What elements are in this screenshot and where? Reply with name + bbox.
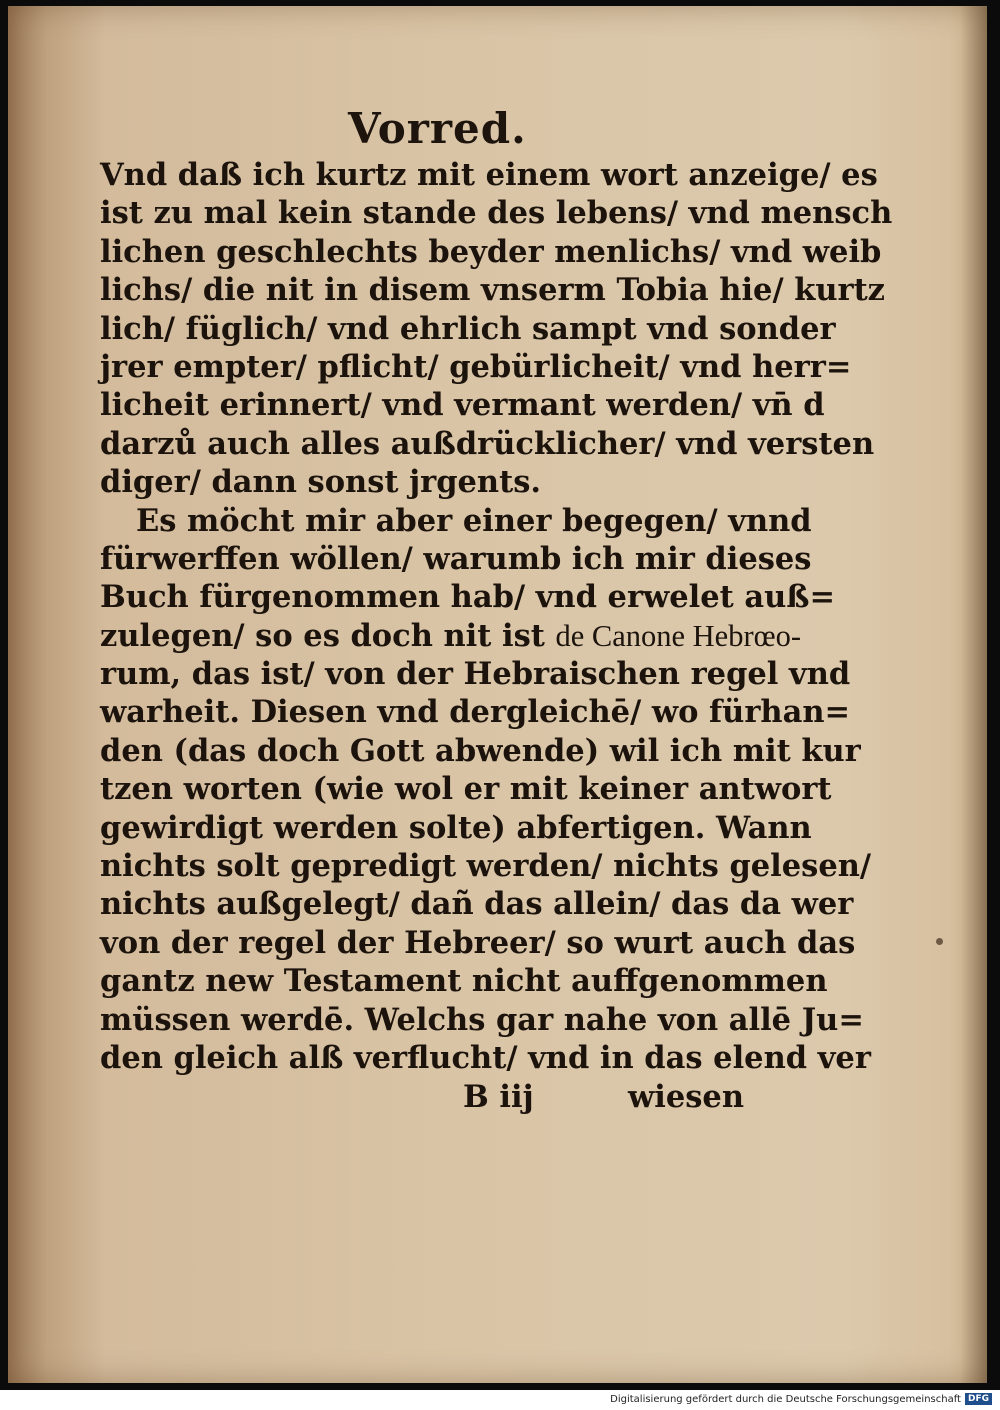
signature-mark: B iij <box>463 1079 534 1115</box>
paper-stain <box>936 938 943 945</box>
page-footer <box>100 1079 750 1119</box>
text-line: rum, das ist/ von der Hebraischen regel vnd <box>100 656 851 693</box>
digitization-credit <box>610 1393 992 1405</box>
text-line: nichts außgelegt/ dañ das allein/ das da wer <box>100 886 854 923</box>
text-line: licheit erinnert/ vnd vermant werden/ vn̄ d <box>100 387 825 424</box>
text-line: warheit. Diesen vnd dergleichē/ wo fürhan= <box>100 694 851 731</box>
latin-phrase: de Canone Hebrœo- <box>555 618 802 653</box>
text-line: ist zu mal kein stande des lebens/ vnd mensch <box>100 195 893 232</box>
text-line: Es möcht mir aber einer begegen/ vnnd <box>136 502 812 539</box>
text-line: lichs/ die nit in disem vnserm Tobia hie/ kurtz <box>100 272 885 309</box>
text-line-with-latin <box>100 617 802 655</box>
text-line: darzů auch alles außdrücklicher/ vnd versten <box>100 425 875 462</box>
dfg-logo-icon: DFG <box>965 1393 992 1405</box>
text-line: den (das doch Gott abwende) wil ich mit kur <box>100 732 861 769</box>
text-line: den gleich alß verflucht/ vnd in das elend ver <box>100 1039 871 1076</box>
text-line: müssen werdē. Welchs gar nahe von allē Ju= <box>100 1001 864 1038</box>
text-line: Vnd daß ich kurtz mit einem wort anzeige/ es <box>100 157 878 193</box>
text-line: gantz new Testament nicht auffgenommen <box>100 963 828 1000</box>
text-line: Buch fürgenommen hab/ vnd erwelet auß= <box>100 579 836 616</box>
text-line: lichen geschlechts beyder menlichs/ vnd weib <box>100 233 882 270</box>
text-line: diger/ dann sonst jrgents. <box>100 464 541 501</box>
credit-text: Digitalisierung gefördert durch die Deutsche Forschungsgemeinschaft <box>610 1393 961 1405</box>
text-line: lich/ füglich/ vnd ehrlich sampt vnd sonder <box>100 310 836 347</box>
text-line: nichts solt gepredigt werden/ nichts gelesen/ <box>100 848 872 885</box>
text-line: jrer empter/ pflicht/ gebürlicheit/ vnd herr= <box>100 348 852 385</box>
text-block <box>100 156 893 1077</box>
running-head: Vorred. <box>348 104 527 153</box>
text-line: gewirdigt werden solte) abfertigen. Wann <box>100 809 812 846</box>
text-line: tzen worten (wie wol er mit keiner antwort <box>100 771 832 808</box>
catchword: wiesen <box>628 1079 744 1115</box>
book-page <box>8 6 987 1383</box>
text-line: von der regel der Hebreer/ so wurt auch das <box>100 924 856 961</box>
text-segment: zulegen/ so es doch nit ist <box>100 617 556 654</box>
text-line: fürwerffen wöllen/ warumb ich mir dieses <box>100 540 812 577</box>
